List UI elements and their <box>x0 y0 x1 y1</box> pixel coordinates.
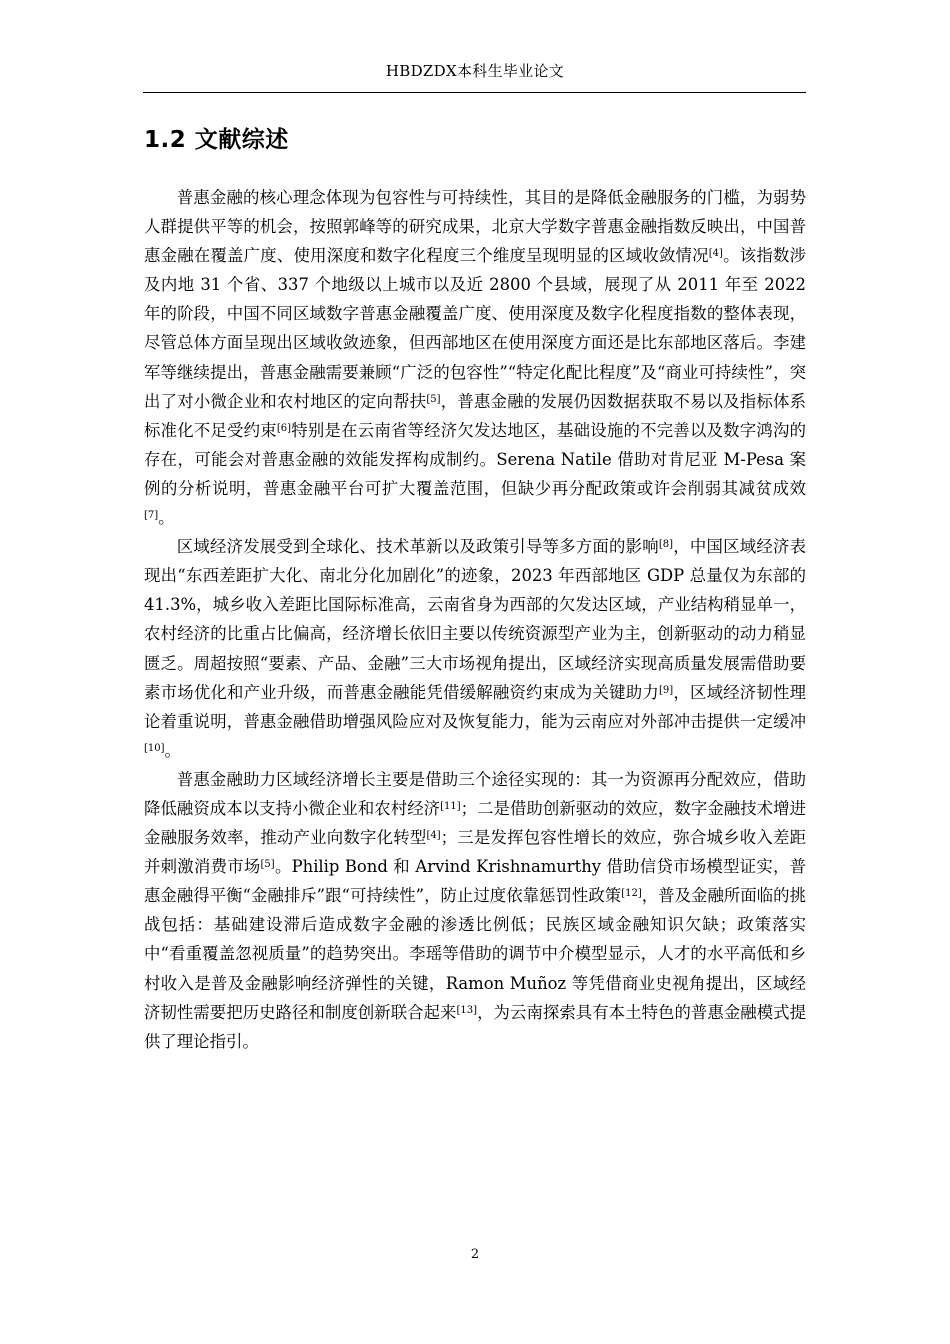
paragraph-text: 。Philip Bond 和 Arvind Krishnamurthy 借助信贷市场模型证实，普惠金融得平衡“金融排斥”跟“可持续性”，防止过度依靠惩罚性政策 <box>144 857 807 906</box>
paragraph-text: ，普惠金融的发展仍因数据获取不易以及指标体系标准化不足受约束 <box>144 391 807 440</box>
citation-ref: [12] <box>621 888 642 900</box>
citation-ref: [9] <box>658 684 674 696</box>
paragraph-1 <box>144 183 806 532</box>
paragraph-text: ；二是借助创新驱动的效应，数字金融技术增进金融服务效率，推动产业向数字化转型 <box>144 798 807 848</box>
citation-ref: [7] <box>144 510 159 522</box>
citation-ref: [4] <box>426 830 441 842</box>
citation-ref: [5] <box>426 393 441 405</box>
citation-ref: [8] <box>658 539 674 551</box>
paragraph-3 <box>144 765 806 1056</box>
paragraph-text: 普惠金融的核心理念体现为包容性与可持续性，其目的是降低金融服务的门槛，为弱势人群提供平等的机会，按照郭峰等的研究成果，北京大学数字普惠金融指数反映出，中国普惠金融在覆盖广度、使用深度和数字化程度三个维度呈现明显的区域收敛情况 <box>144 188 806 266</box>
paragraph-2 <box>144 532 806 765</box>
citation-ref: [6] <box>276 422 292 434</box>
paragraph-text: 区域经济发展受到全球化、技术革新以及政策引导等多方面的影响 <box>176 537 659 557</box>
page-number: 2 <box>470 1247 480 1262</box>
paragraph-text: 。 <box>164 740 181 760</box>
paragraph-text: ，普及金融所面临的挑战包括：基础建设滞后造成数字金融的渗透比例低；民族区域金融知识欠缺；政策落实中“看重覆盖忽视质量”的趋势突出。李瑶等借助的调节中介模型显示，人才的水平高低和乡村收入是普及金融影响经济弹性的关键，Ramon Muñoz 等凭借商业史视角提出，区域经济韧性需要把历史路径和制度创新联合起来 <box>144 886 806 1022</box>
paragraph-text: 。该指数涉及内地 31 个省、337 个地级以上城市以及近 2800 个县域，展现了从 2011 年至 2022 年的阶段，中国不同区域数字普惠金融覆盖广度、使用深度及数字化程度指数的整体表现，尽管总体方面呈现出区域收敛迹象，但西部地区在使用深度方面还是比东部地区落后。李建军等继续提出，普惠金融需要兼顾“广泛的包容性”“特定化配比程度”及“商业可持续性”，突出了对小微企业和农村地区的定向帮扶 <box>144 246 807 411</box>
citation-ref: [11] <box>440 800 461 812</box>
citation-ref: [13] <box>456 1004 478 1016</box>
citation-ref: [10] <box>144 742 165 754</box>
body-text <box>144 183 806 1056</box>
section-heading: 1.2 文献综述 <box>144 127 289 153</box>
paragraph-text: ；三是发挥包容性增长的效应，弥合城乡收入差距并刺激消费市场 <box>144 828 806 877</box>
running-header: HBDZDX本科生毕业论文 <box>385 62 565 80</box>
citation-ref: [4] <box>708 248 723 260</box>
paragraph-text: ，区域经济韧性理论着重说明，普惠金融借助增强风险应对及恢复能力，能为云南应对外部冲击提供一定缓冲 <box>144 682 807 731</box>
paragraph-text: ，中国区域经济表现出“东西差距扩大化、南北分化加剧化”的迹象，2023 年西部地区 GDP 总量仅为东部的 41.3%，城乡收入差距比国际标准高，云南省身为西部的欠发达区域，产业结构稍显单一，农村经济的比重占比偏高，经济增长依旧主要以传统资源型产业为主，创新驱动的动力稍显匮乏。周超按照“要素、产品、金融”三大市场视角提出，区域经济实现高质量发展需借助要素市场优化和产业升级，而普惠金融能凭借缓解融资约束成为关键助力 <box>144 537 807 702</box>
paragraph-text: 。 <box>158 508 175 528</box>
header-rule <box>143 92 806 93</box>
paragraph-text: 普惠金融助力区域经济增长主要是借助三个途径实现的：其一为资源再分配效应，借助降低融资成本以支持小微企业和农村经济 <box>144 769 806 818</box>
paragraph-text: 特别是在云南省等经济欠发达地区，基础设施的不完善以及数字鸿沟的存在，可能会对普惠金融的效能发挥构成制约。Serena Natile 借助对肯尼亚 M-Pesa 案例的分析说明，普惠金融平台可扩大覆盖范围，但缺少再分配政策或许会削弱其减贫成效 <box>144 420 807 498</box>
paragraph-text: ，为云南探索具有本土特色的普惠金融模式提供了理论指引。 <box>144 1002 807 1051</box>
citation-ref: [5] <box>260 859 275 871</box>
